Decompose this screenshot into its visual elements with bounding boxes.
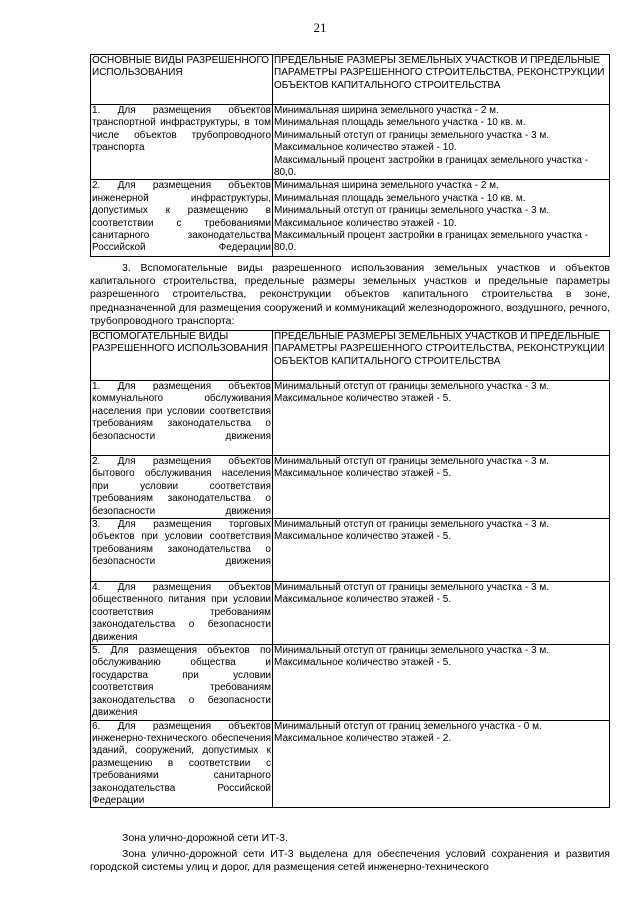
table-row xyxy=(91,456,610,519)
param-line: Минимальная площадь земельного участка - 10 кв. м. xyxy=(274,117,526,129)
table-row xyxy=(91,381,610,456)
use-cell: 3. Для размещения торговых объектов при условии соответствия требованиям законодательства о безопасности движения xyxy=(91,519,273,582)
header-use-cell: ОСНОВНЫЕ ВИДЫ РАЗРЕШЕННОГО ИСПОЛЬЗОВАНИЯ xyxy=(91,55,273,105)
param-line: Минимальный отступ от границы земельного участка - 3 м. xyxy=(274,582,549,594)
param-line: Максимальное количество этажей - 5. xyxy=(274,531,452,543)
param-line: Максимальное количество этажей - 2. xyxy=(274,732,452,744)
table-row xyxy=(91,105,610,180)
use-cell: 6. Для размещения объектов инженерно-технического обеспечения зданий, сооружений, допустимых к размещению в соответствии с требованиями санитарного законодательства Российской Федерации xyxy=(92,720,271,806)
param-line: Минимальный отступ от границы земельного участка - 3 м. xyxy=(274,205,549,217)
param-line: Минимальная площадь земельного участка - 10 кв. м. xyxy=(274,192,526,204)
header-use-cell: ВСПОМОГАТЕЛЬНЫЕ ВИДЫ РАЗРЕШЕННОГО ИСПОЛЬЗОВАНИЯ xyxy=(91,331,273,381)
use-cell: 4. Для размещения объектов общественного питания при условии соответствия требованиям законодательства о безопасности движения xyxy=(92,582,271,643)
header-params-cell: ПРЕДЕЛЬНЫЕ РАЗМЕРЫ ЗЕМЕЛЬНЫХ УЧАСТКОВ И ПРЕДЕЛЬНЫЕ ПАРАМЕТРЫ РАЗРЕШЕННОГО СТРОИТЕЛЬСТВА, РЕКОНСТРУКЦИИ ОБЪЕКТОВ КАПИТАЛЬНОГО СТРОИТЕЛЬСТВА xyxy=(273,331,610,381)
main-uses-table xyxy=(90,54,610,257)
param-line: Минимальный отступ от границы земельного участка - 3 м. xyxy=(274,645,549,657)
section-3-paragraph xyxy=(90,262,610,328)
param-line: Минимальный отступ от границы земельного участка - 3 м. xyxy=(274,381,549,392)
param-line: Максимальное количество этажей - 5. xyxy=(274,657,452,669)
params-cell xyxy=(273,180,610,257)
param-line: Максимальное количество этажей - 5. xyxy=(274,393,452,405)
params-cell xyxy=(273,456,610,519)
section-3-text: 3. Вспомогательные виды разрешенного использования земельных участков и объектов капитального строительства, предельные размеры земельных участков и предельные параметры разрешенного строительства, реконструкции объектов капитального строительства в зоне, предназначенной для размещения сооружений и коммуникаций железнодорожного, воздушного, речного, трубопроводного транспорта: xyxy=(90,262,610,327)
table-header-row xyxy=(91,55,610,105)
table-row xyxy=(91,720,610,808)
param-line: Максимальное количество этажей - 10. xyxy=(274,217,457,229)
zone-text: Зона улично-дорожной сети ИТ-3 выделена для обеспечения условий сохранения и развития городской системы улиц и дорог, для размещения сетей инженерно-технического xyxy=(90,848,610,874)
param-line: Минимальный отступ от границ земельного участка - 0 м. xyxy=(274,720,542,732)
use-cell: 2. Для размещения объектов инженерной инфраструктуры, допустимых к размещению в соответствии с требованиями санитарного законодательства Российской Федерации xyxy=(91,180,273,257)
param-line: Минимальный отступ от границы земельного участка - 3 м. xyxy=(274,129,549,141)
use-cell: 2. Для размещения объектов бытового обслуживания населения при условии соответствия требованиям законодательства о безопасности движения xyxy=(92,456,271,517)
table-row xyxy=(91,180,610,257)
table-row xyxy=(91,582,610,645)
zone-title xyxy=(90,832,610,845)
params-cell xyxy=(273,582,610,645)
param-line: Минимальная ширина земельного участка - 2 м. xyxy=(274,180,499,192)
table-header-row xyxy=(91,331,610,381)
table-row xyxy=(91,519,610,582)
params-cell xyxy=(273,381,610,456)
param-line: Максимальное количество этажей - 10. xyxy=(274,142,457,154)
use-cell: 1. Для размещения объектов транспортной инфраструктуры, в том числе объектов трубопроводного транспорта xyxy=(91,105,273,180)
zone-title-text: Зона улично-дорожной сети ИТ-3. xyxy=(122,832,288,844)
param-line: Максимальное количество этажей - 5. xyxy=(274,594,452,606)
auxiliary-uses-table xyxy=(90,330,610,808)
page-number: 21 xyxy=(313,20,327,35)
param-line: Минимальный отступ от границы земельного участка - 3 м. xyxy=(274,456,549,467)
param-line: Минимальный отступ от границы земельного участка - 3 м. xyxy=(274,519,549,531)
table-row xyxy=(91,645,610,720)
zone-paragraph xyxy=(90,848,610,874)
param-line: Минимальная ширина земельного участка - 2 м. xyxy=(274,105,499,116)
param-line: Максимальный процент застройки в границах земельного участка - 80,0. xyxy=(274,230,589,254)
params-cell xyxy=(273,645,610,720)
header-params-cell: ПРЕДЕЛЬНЫЕ РАЗМЕРЫ ЗЕМЕЛЬНЫХ УЧАСТКОВ И ПРЕДЕЛЬНЫЕ ПАРАМЕТРЫ РАЗРЕШЕННОГО СТРОИТЕЛЬСТВА, РЕКОНСТРУКЦИИ ОБЪЕКТОВ КАПИТАЛЬНОГО СТРОИТЕЛЬСТВА xyxy=(273,55,610,105)
use-cell: 1. Для размещения объектов коммунального обслуживания населения при условии соответствия требованиям законодательства о безопасности движения xyxy=(91,381,273,456)
param-line: Максимальный процент застройки в границах земельного участка - 80,0. xyxy=(274,154,589,179)
params-cell xyxy=(273,720,610,808)
params-cell xyxy=(273,519,610,582)
param-line: Максимальное количество этажей - 5. xyxy=(274,468,452,480)
use-cell: 5. Для размещения объектов по обслуживанию общества и государства при условии соответствия требованиям законодательства о безопасности движения xyxy=(92,645,271,719)
params-cell xyxy=(273,105,610,180)
